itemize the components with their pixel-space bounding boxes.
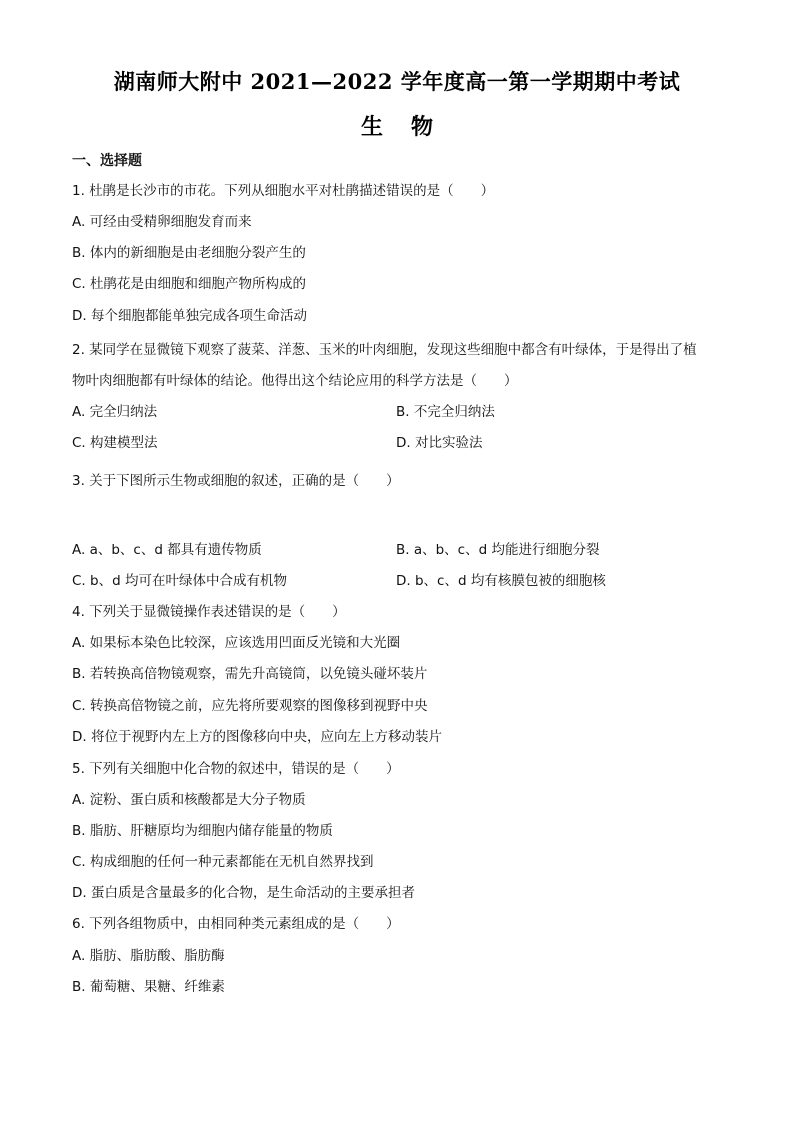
- question-4-stem: 4. 下列关于显微镜操作表述错误的是（ ）: [72, 604, 346, 620]
- question-6-option-b: B. 葡萄糖、果糖、纤维素: [72, 979, 225, 995]
- question-1-option-c: C. 杜鹃花是由细胞和细胞产物所构成的: [72, 276, 307, 292]
- question-2-stem-line-1: 2. 某同学在显微镜下观察了菠菜、洋葱、玉米的叶肉细胞，发现这些细胞中都含有叶绿体，于是得出了植: [72, 342, 697, 358]
- question-6-option-a: A. 脂肪、脂肪酸、脂肪酶: [72, 948, 225, 964]
- question-2-option-a: A. 完全归纳法: [72, 404, 158, 420]
- exam-title: 湖南师大附中 2021—2022 学年度高一第一学期期中考试: [113, 69, 681, 94]
- question-3-option-d: D. b、c、d 均有核膜包被的细胞核: [396, 573, 606, 589]
- question-2-option-c: C. 构建模型法: [72, 435, 158, 451]
- question-5-stem: 5. 下列有关细胞中化合物的叙述中，错误的是（ ）: [72, 761, 400, 777]
- question-1-option-d: D. 每个细胞都能单独完成各项生命活动: [72, 308, 307, 324]
- question-4-option-a: A. 如果标本染色比较深，应该选用凹面反光镜和大光圈: [72, 635, 401, 651]
- question-4-option-d: D. 将位于视野内左上方的图像移向中央，应向左上方移动装片: [72, 729, 442, 745]
- question-3-stem: 3. 关于下图所示生物或细胞的叙述，正确的是（ ）: [72, 473, 400, 489]
- question-2-option-d: D. 对比实验法: [396, 435, 483, 451]
- question-1-stem: 1. 杜鹃是长沙市的市花。下列从细胞水平对杜鹃描述错误的是（ ）: [72, 183, 495, 199]
- question-5-option-a: A. 淀粉、蛋白质和核酸都是大分子物质: [72, 792, 306, 808]
- question-1-option-a: A. 可经由受精卵细胞发育而来: [72, 214, 252, 230]
- question-1-option-b: B. 体内的新细胞是由老细胞分裂产生的: [72, 245, 306, 261]
- question-6-stem: 6. 下列各组物质中，由相同种类元素组成的是（ ）: [72, 916, 400, 932]
- question-3-option-a: A. a、b、c、d 都具有遗传物质: [72, 542, 262, 558]
- subject-title: 生物: [360, 114, 461, 140]
- question-5-option-b: B. 脂肪、肝糖原均为细胞内储存能量的物质: [72, 823, 333, 839]
- question-5-option-d: D. 蛋白质是含量最多的化合物，是生命活动的主要承担者: [72, 885, 415, 901]
- question-3-option-c: C. b、d 均可在叶绿体中合成有机物: [72, 573, 287, 589]
- question-4-option-c: C. 转换高倍物镜之前，应先将所要观察的图像移到视野中央: [72, 698, 428, 714]
- section-heading: 一、选择题: [72, 153, 142, 169]
- question-2-stem-line-2: 物叶肉细胞都有叶绿体的结论。他得出这个结论应用的科学方法是（ ）: [72, 373, 518, 389]
- question-5-option-c: C. 构成细胞的任何一种元素都能在无机自然界找到: [72, 854, 374, 870]
- question-4-option-b: B. 若转换高倍物镜观察，需先升高镜筒，以免镜头碰坏装片: [72, 666, 428, 682]
- question-2-option-b: B. 不完全归纳法: [396, 404, 495, 420]
- question-3-option-b: B. a、b、c、d 均能进行细胞分裂: [396, 542, 600, 558]
